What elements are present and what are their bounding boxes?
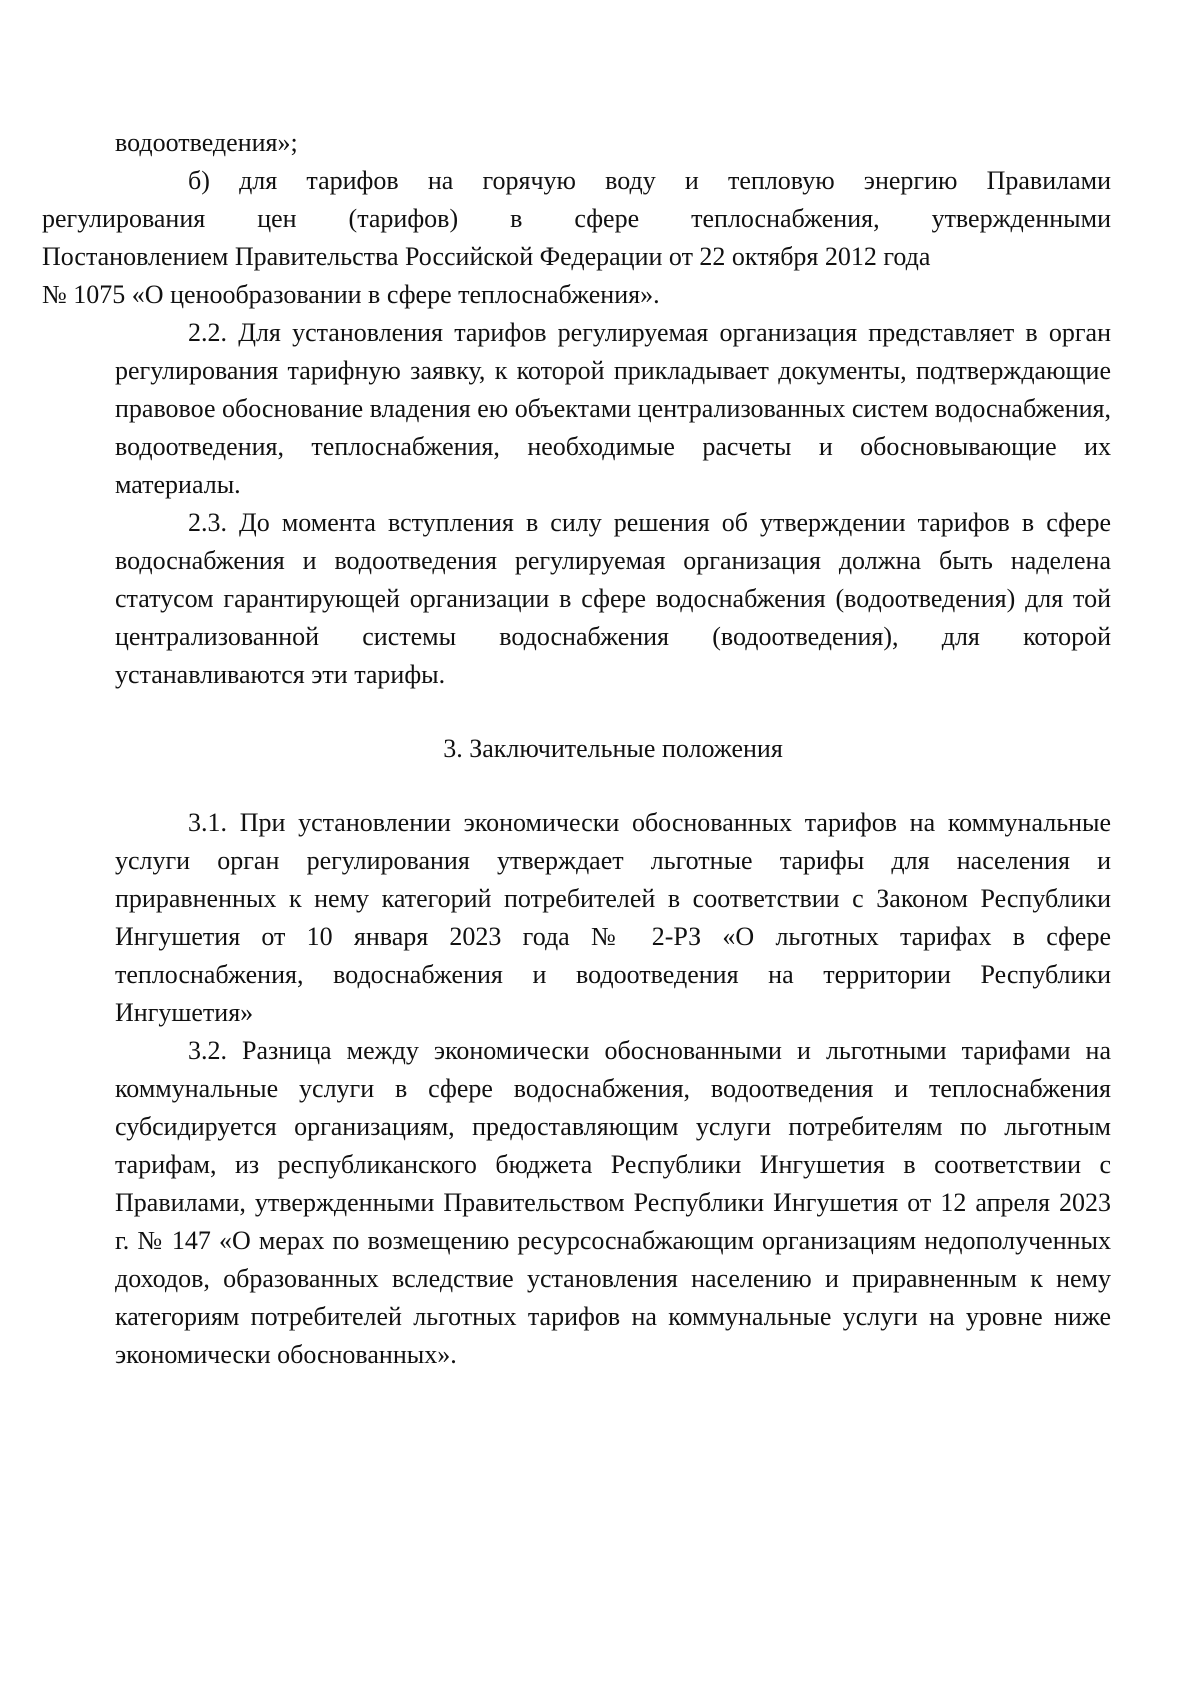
paragraph-b-heat-tariffs <box>42 162 1111 314</box>
paragraph-3-2: 3.2. Разница между экономически обоснованными и льготными тарифами на коммунальные услуги в сфере водоснабжения, водоотведения и теплоснабжения субсидируется организациям, предоставляющим услуги потребителям по льготным тарифам, из республиканского бюджета Республики Ингушетия в соответствии с Правилами, утвержденными Правительством Республики Ингушетия от 12 апреля 2023 г. № 147 «О мерах по возмещению ресурсоснабжающим организациям недополученных доходов, образованных вследствие установления населению и приравненным к нему категориям потребителей льготных тарифов на коммунальные услуги на уровне ниже экономически обоснованных». <box>115 1036 1111 1369</box>
paragraph-b-line-1: б) для тарифов на горячую воду и тепловую энергию Правилами <box>188 166 1111 195</box>
paragraph-3-1: 3.1. При установлении экономически обоснованных тарифов на коммунальные услуги орган регулирования утверждает льготные тарифы для населения и приравненных к нему категорий потребителей в соответствии с Законом Республики Ингушетия от 10 января 2023 года № 2-РЗ «О льготных тарифах в сфере теплоснабжения, водоснабжения и водоотведения на территории Республики Ингушетия» <box>115 808 1111 1027</box>
paragraph-b-line-4: № 1075 «О ценообразовании в сфере теплоснабжения». <box>42 280 660 309</box>
paragraph-b-line-3: Постановлением Правительства Российской Федерации от 22 октября 2012 года <box>42 242 931 271</box>
paragraph-2-2: 2.2. Для установления тарифов регулируемая организация представляет в орган регулирования тарифную заявку, к которой прикладывает документы, подтверждающие правовое обоснование владения ею объектами централизованных систем водоснабжения, водоотведения, теплоснабжения, необходимые расчеты и обосновывающие их материалы. <box>115 318 1111 499</box>
section-3-title: 3. Заключительные положения <box>443 734 783 763</box>
paragraph-2-3: 2.3. До момента вступления в силу решения об утверждении тарифов в сфере водоснабжения и водоотведения регулируемая организация должна быть наделена статусом гарантирующей организации в сфере водоснабжения (водоотведения) для той централизованной системы водоснабжения (водоотведения), для которой устанавливаются эти тарифы. <box>115 508 1111 689</box>
paragraph-intro-continuation: водоотведения»; <box>115 128 298 157</box>
document-page <box>42 124 1111 1374</box>
paragraph-b-line-2: регулирования цен (тарифов) в сфере теплоснабжения, утвержденными <box>42 204 1111 233</box>
